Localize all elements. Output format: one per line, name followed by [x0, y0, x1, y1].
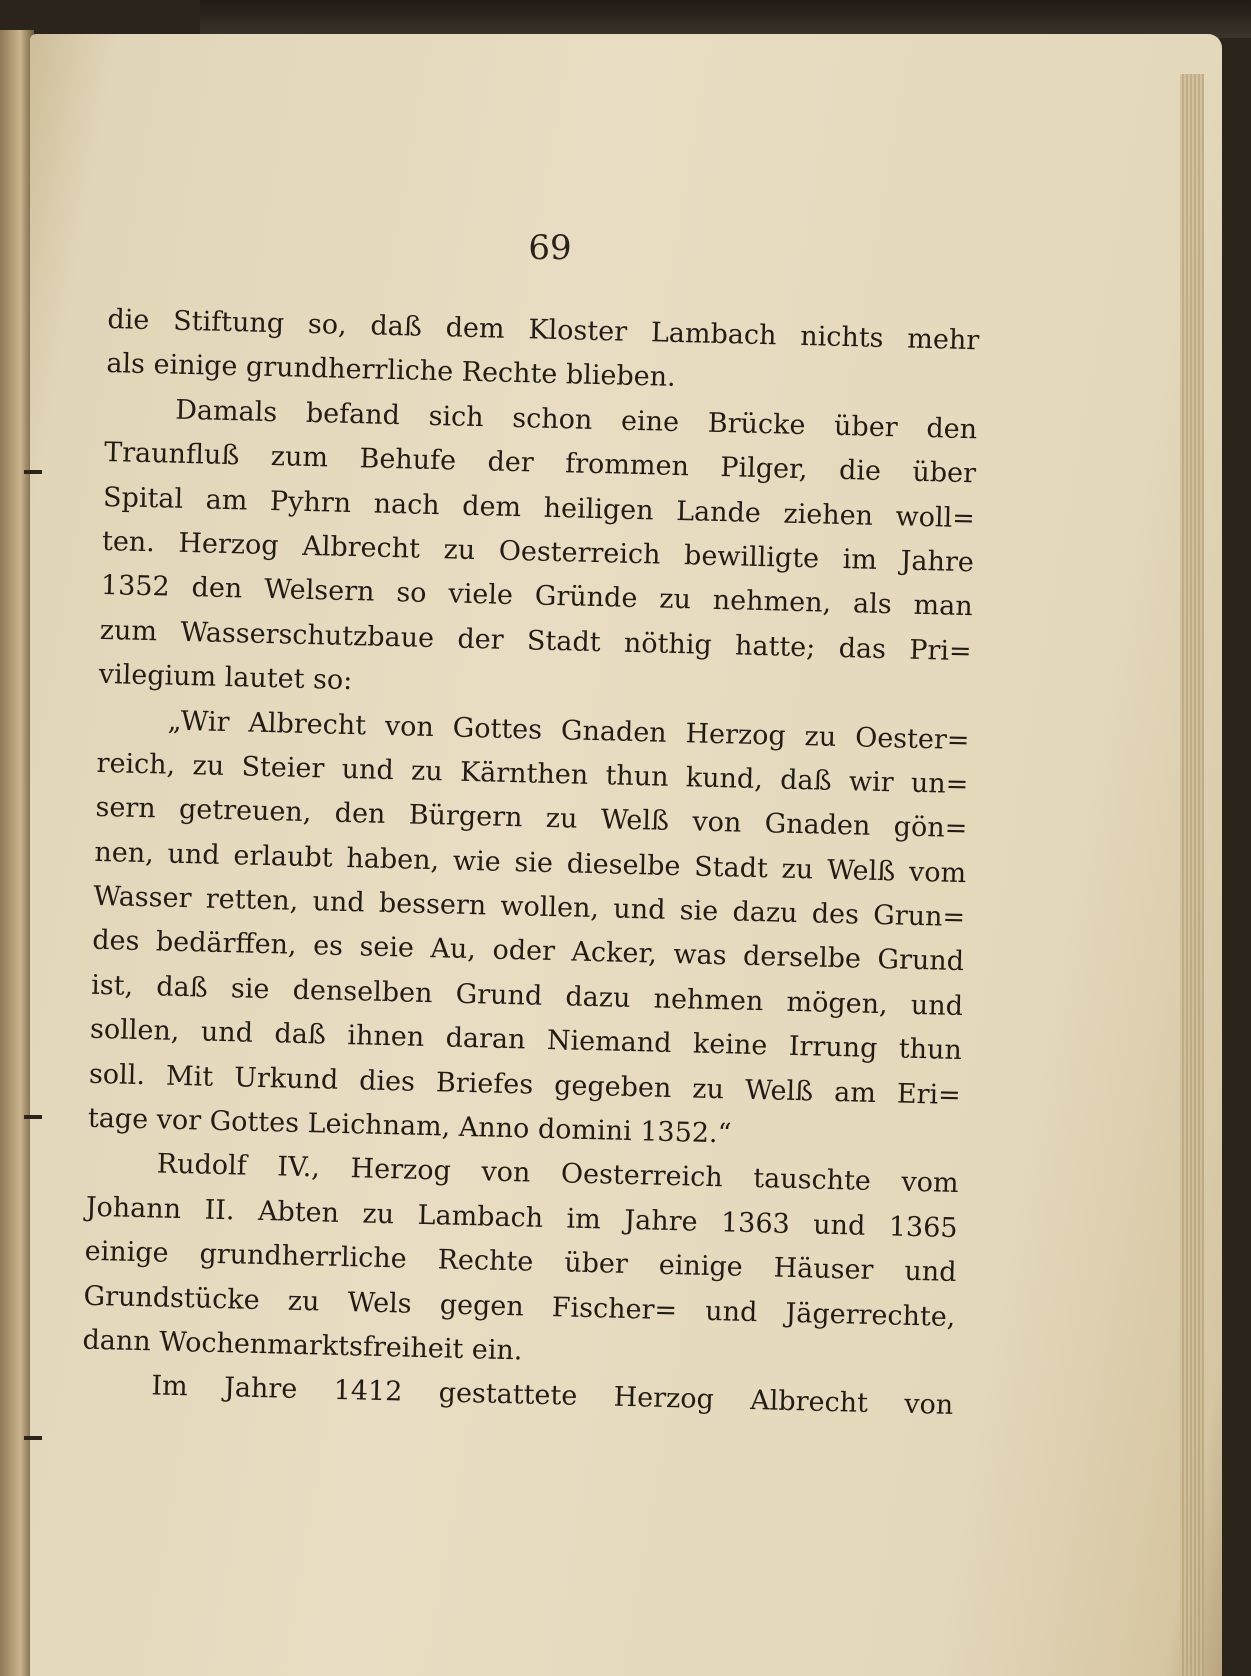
text-line: 1352 den Welsern so viele Gründe zu nehmen, als man	[100, 570, 974, 623]
text-line: Johann II. Abten zu Lambach im Jahre 1363 und 1365	[85, 1191, 958, 1244]
text-line: Grundstücke zu Wels gegen Fischer= und Jägerrechte,	[83, 1280, 956, 1333]
page-number: 69	[528, 228, 572, 268]
body-text	[81, 298, 980, 1429]
text-line: zum Wasserschutzbaue der Stadt nöthig hatte; das Pri=	[99, 614, 973, 667]
book-top-edge	[200, 0, 1251, 38]
text-line: Traunfluß zum Behufe der frommen Pilger, die über	[103, 437, 977, 490]
text-line: Spital am Pyhrn nach dem heiligen Lande ziehen woll=	[102, 481, 976, 534]
text-line: tage vor Gottes Leichnam, Anno domini 1352.“	[87, 1102, 732, 1150]
text-line: Im Jahre 1412 gestattete Herzog Albrecht von	[151, 1370, 954, 1422]
margin-mark	[24, 470, 42, 474]
text-line: einige grundherrliche Rechte über einige Häuser und	[84, 1235, 957, 1289]
text-line: die Stiftung so, daß dem Kloster Lambach nichts mehr	[107, 303, 980, 357]
text-line: sollen, und daß ihnen daran Niemand keine Irrung thun	[89, 1014, 963, 1067]
text-line: vilegium lautet so:	[98, 659, 353, 697]
text-line: ten. Herzog Albrecht zu Oesterreich bewilligte im Jahre	[101, 525, 975, 579]
text-line: „Wir Albrecht von Gottes Gnaden Herzog zu Oester=	[167, 705, 970, 756]
text-line: ist, daß sie denselben Grund dazu nehmen mögen, und	[90, 969, 964, 1022]
text-line: als einige grundherrliche Rechte blieben.	[106, 348, 677, 394]
text-line: sern getreuen, den Bürgern zu Welß von Gnaden gön=	[95, 792, 968, 845]
text-line: Rudolf IV., Herzog von Oesterreich tauschte vom	[156, 1148, 959, 1200]
text-line: dann Wochenmarktsfreiheit ein.	[82, 1324, 523, 1367]
text-line: Wasser retten, und bessern wollen, und sie dazu des Grun=	[92, 880, 966, 934]
margin-mark	[24, 1436, 42, 1440]
text-line: soll. Mit Urkund dies Briefes gegeben zu Welß am Eri=	[88, 1058, 962, 1111]
page-stack-edge	[1180, 74, 1204, 1676]
facing-page-edge	[0, 30, 34, 1676]
text-line: Damals befand sich schon eine Brücke über den	[174, 394, 978, 446]
text-line: des bedärffen, es seie Au, oder Acker, was derselbe Grund	[91, 925, 965, 978]
text-line: nen, und erlaubt haben, wie sie dieselbe Stadt zu Welß vom	[94, 836, 967, 889]
margin-mark	[24, 1115, 42, 1119]
text-line: reich, zu Steier und zu Kärnthen thun kund, daß wir un=	[96, 747, 969, 801]
